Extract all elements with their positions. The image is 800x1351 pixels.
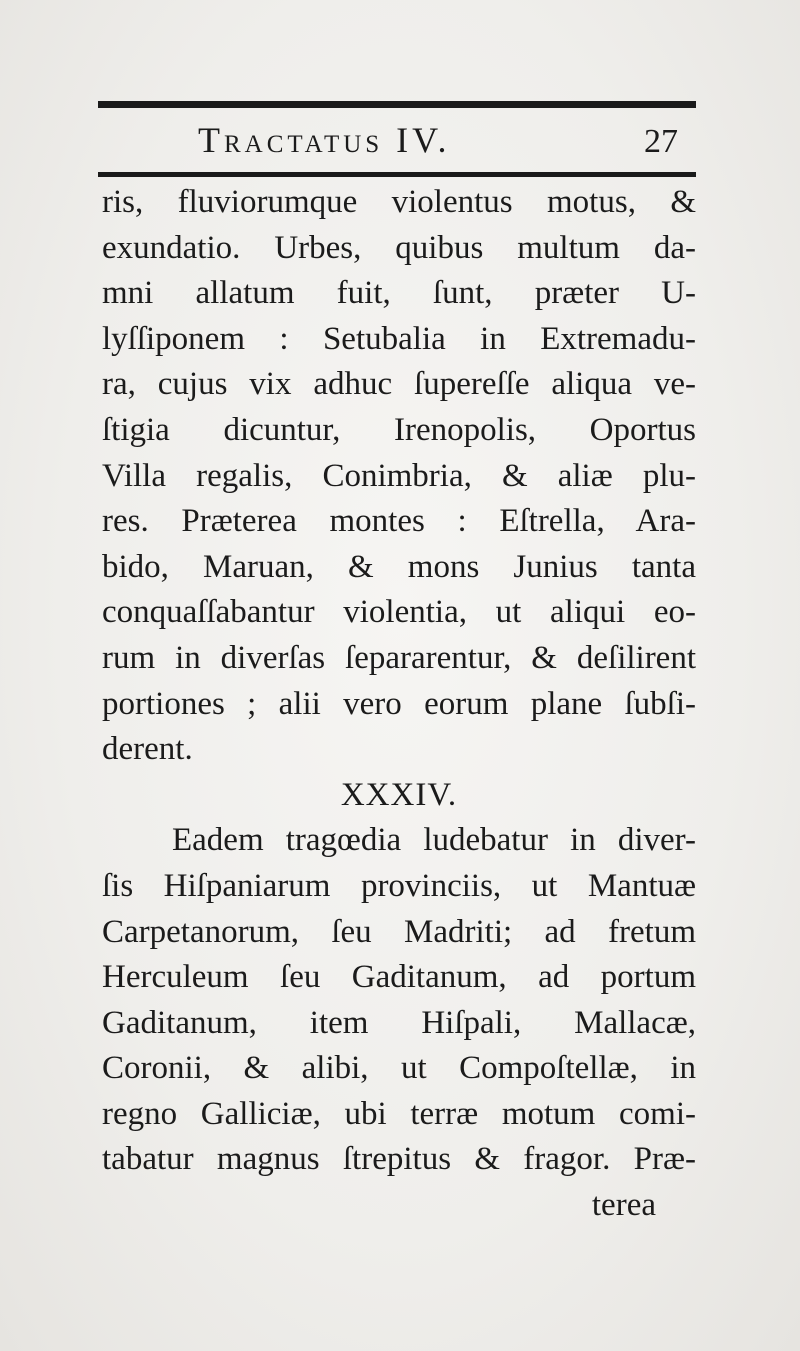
catchword: terea: [591, 1187, 656, 1224]
page-number: 27: [644, 123, 678, 160]
header-rule-top: [98, 101, 696, 108]
text-line: mni allatum fuit, ſunt, præter U-: [102, 275, 696, 312]
text-line: Gaditanum, item Hiſpali, Mallacæ,: [102, 1004, 696, 1041]
paragraph-1: [102, 180, 696, 773]
text-line: Eadem tragœdia ludebatur in diver-: [172, 822, 696, 859]
text-line: ſtigia dicuntur, Irenopolis, Oportus: [102, 411, 696, 448]
text-line: tabatur magnus ſtrepitus & fragor. Præ-: [102, 1141, 696, 1178]
text-line: conquaſſabantur violentia, ut aliqui eo-: [102, 594, 696, 631]
header-rule-bottom: [98, 172, 696, 177]
text-line: Villa regalis, Conimbria, & aliæ plu-: [102, 457, 696, 494]
text-line: exundatio. Urbes, quibus multum da-: [102, 229, 696, 266]
running-head: [98, 112, 696, 168]
text-line: ſis Hiſpaniarum provinciis, ut Mantuæ: [102, 867, 696, 904]
text-line: Herculeum ſeu Gaditanum, ad portum: [102, 959, 696, 996]
text-line: ra, cujus vix adhuc ſupereſſe aliqua ve-: [102, 366, 696, 403]
text-line: bido, Maruan, & mons Junius tanta: [102, 548, 696, 585]
text-line: ris, fluviorumque violentus motus, &: [102, 184, 696, 220]
paragraph-2: [102, 818, 696, 1183]
running-title: Tractatus IV.: [198, 120, 451, 160]
text-line: regno Galliciæ, ubi terræ motum comi-: [102, 1095, 696, 1132]
text-line: lyſſiponem : Setubalia in Extremadu-: [102, 320, 696, 357]
text-line: portiones ; alii vero eorum plane ſubſi-: [102, 685, 696, 722]
text-line: rum in diverſas ſepararentur, & deſilirent: [102, 639, 696, 676]
text-line: Coronii, & alibi, ut Compoſtellæ, in: [102, 1050, 696, 1087]
text-line: Carpetanorum, ſeu Madriti; ad fretum: [102, 913, 696, 950]
text-line: derent.: [102, 731, 193, 768]
body-text: [102, 180, 696, 1229]
text-line: res. Præterea montes : Eſtrella, Ara-: [102, 503, 696, 540]
section-heading: XXXIV.: [340, 776, 458, 813]
